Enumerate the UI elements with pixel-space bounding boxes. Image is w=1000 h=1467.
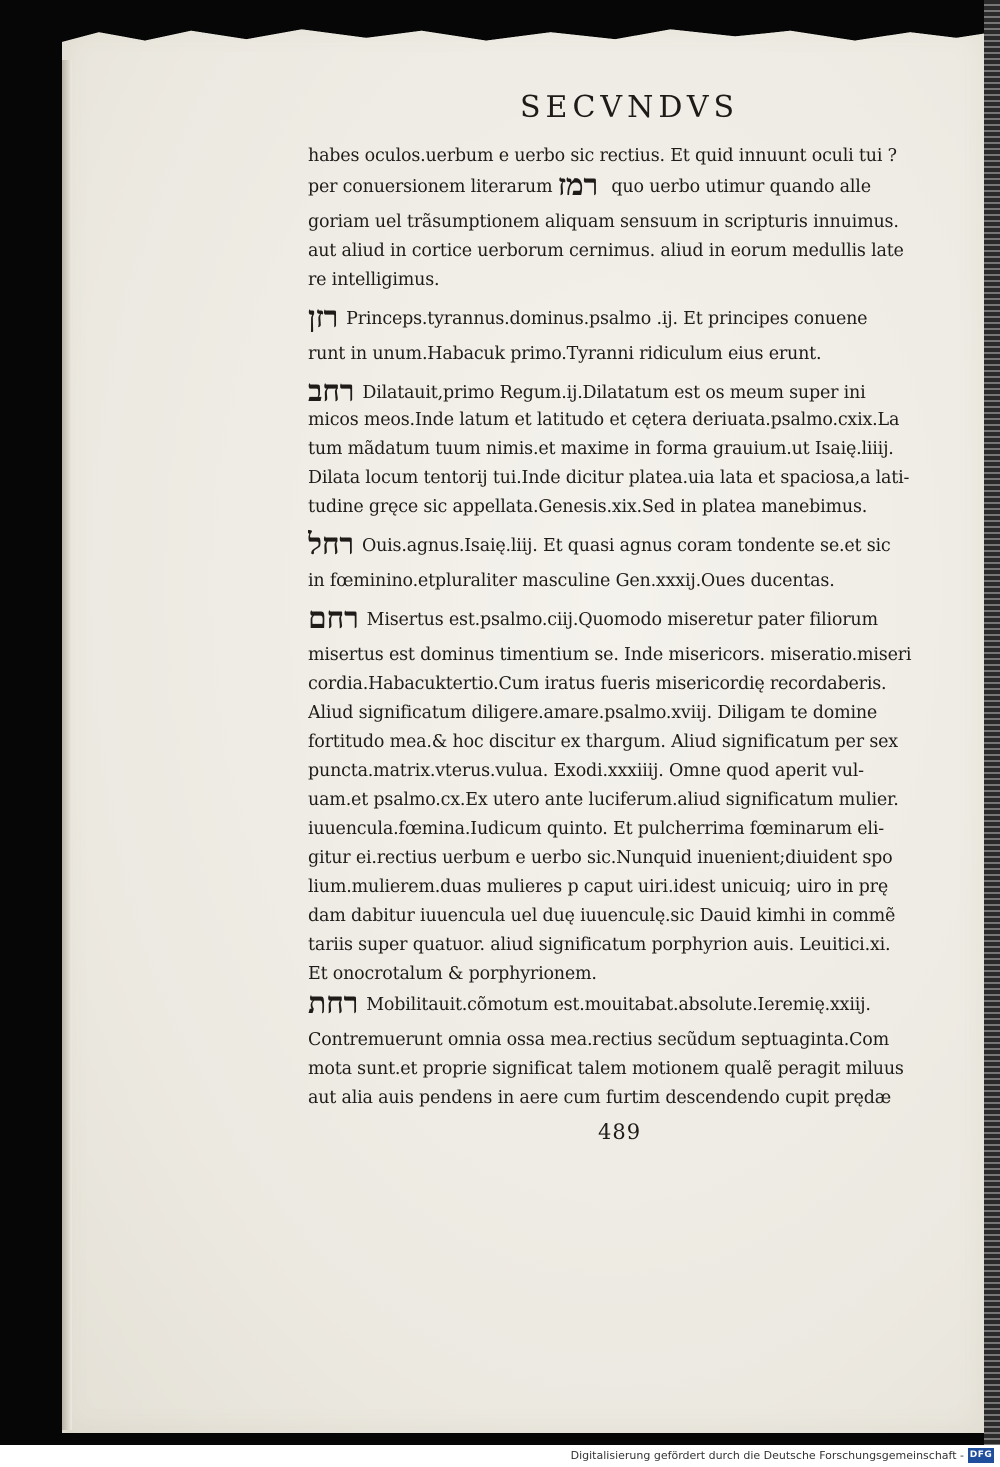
footer-bar [0, 1445, 1000, 1467]
text-line [308, 266, 938, 295]
line-text: fortitudo mea.& hoc discitur ex thargum. Aliud significatum per sex [308, 732, 898, 752]
text-line [308, 670, 938, 699]
line-text: Ouis.agnus.Isaię.liij. Et quasi agnus coram tondente se.et sic [361, 536, 891, 556]
text-line [308, 1026, 938, 1055]
line-text: habes oculos.uerbum e uerbo sic rectius. Et quid innuunt oculi tui ? [308, 146, 897, 166]
text-line [308, 1084, 938, 1113]
line-text: iuuencula.fœmina.Iudicum quinto. Et pulcherrima fœminarum eli- [308, 819, 884, 839]
line-text: mota sunt.et proprie significat talem motionem qualẽ peragit miluus [308, 1059, 904, 1079]
text-line [308, 567, 938, 596]
entry-line [308, 171, 938, 200]
page-gutter-shadow [62, 60, 72, 1430]
entry-line [308, 377, 938, 406]
text-block [308, 142, 938, 1113]
entry-line [308, 604, 938, 633]
line-text: Et onocrotalum & porphyrionem. [308, 964, 597, 984]
text-line [308, 960, 938, 989]
entry-line [308, 989, 938, 1018]
line-text: in fœminino.etpluraliter masculine Gen.xxxij.Oues ducentas. [308, 571, 835, 591]
text-line [308, 699, 938, 728]
line-text: per conuersionem literarum [308, 177, 558, 197]
text-line [308, 873, 938, 902]
text-line [308, 1055, 938, 1084]
entry-line [308, 303, 938, 332]
text-line [308, 237, 938, 266]
text-line [308, 406, 938, 435]
line-text: aut alia auis pendens in aere cum furtim descendendo cupit prędæ [308, 1088, 891, 1108]
hebrew-headword: רמז [557, 171, 599, 200]
line-text: dam dabitur iuuencula uel duę iuuenculę.sic Dauid kimhi in commẽ [308, 906, 896, 926]
text-line [308, 815, 938, 844]
page-number: 489 [598, 1120, 642, 1144]
line-text: Mobilitauit.cõmotum est.mouitabat.absolute.Ieremię.xxiij. [366, 995, 871, 1015]
line-text: micos meos.Inde latum et latitudo et cętera deriuata.psalmo.cxix.La [308, 410, 900, 430]
text-line [308, 757, 938, 786]
text-line [308, 493, 938, 522]
line-text: cordia.Habacuktertio.Cum iratus fueris misericordię recordaberis. [308, 674, 887, 694]
line-text: Misertus est.psalmo.ciij.Quomodo miseretur pater filiorum [366, 610, 878, 630]
text-line [308, 641, 938, 670]
line-text: re intelligimus. [308, 270, 440, 290]
line-text: runt in unum.Habacuk primo.Tyranni ridiculum eius erunt. [308, 344, 822, 364]
line-text: tudine gręce sic appellata.Genesis.xix.Sed in platea manebimus. [308, 497, 868, 517]
line-text: aut aliud in cortice uerborum cernimus. aliud in eorum medullis late [308, 241, 904, 261]
line-text: goriam uel trãsumptionem aliquam sensuum in scripturis innuimus. [308, 212, 899, 232]
hebrew-headword: רזן [308, 303, 339, 332]
line-text: Dilata locum tentorij tui.Inde dicitur platea.uia lata et spaciosa,a lati- [308, 468, 910, 488]
footer-credit: Digitalisierung gefördert durch die Deutsche Forschungsgemeinschaft - [570, 1449, 964, 1462]
dfg-logo-icon: DFG [968, 1448, 994, 1463]
line-text: quo uerbo utimur quando alle [606, 177, 871, 197]
entry-line [308, 530, 938, 559]
line-text: Princeps.tyrannus.dominus.psalmo .ij. Et principes conuene [346, 309, 868, 329]
line-text: Aliud significatum diligere.amare.psalmo.xviij. Diligam te domine [308, 703, 878, 723]
text-line [308, 435, 938, 464]
text-line [308, 931, 938, 960]
line-text: tariis super quatuor. aliud significatum porphyrion auis. Leuitici.xi. [308, 935, 891, 955]
text-line [308, 844, 938, 873]
line-text: Contremuerunt omnia ossa mea.rectius secũdum septuaginta.Com [308, 1030, 890, 1050]
line-text: lium.mulierem.duas mulieres p caput uiri.idest unicuiq; uiro in prę [308, 877, 888, 897]
line-text: gitur ei.rectius uerbum e uerbo sic.Nunquid inuenient;diuident spo [308, 848, 893, 868]
text-line [308, 464, 938, 493]
text-line [308, 786, 938, 815]
running-head: SECVNDVS [520, 90, 740, 125]
hebrew-headword: רחל [308, 530, 354, 559]
line-text: puncta.matrix.vterus.vulua. Exodi.xxxiiij. Omne quod aperit vul- [308, 761, 864, 781]
hebrew-headword: רחת [308, 989, 359, 1018]
text-line [308, 142, 938, 171]
color-ruler-strip [984, 0, 1000, 1445]
text-line [308, 340, 938, 369]
hebrew-headword: רחב [308, 377, 355, 406]
line-text: Dilatauit,primo Regum.ij.Dilatatum est os meum super ini [362, 383, 866, 403]
hebrew-headword: רחם [308, 604, 359, 633]
text-line [308, 728, 938, 757]
line-text: misertus est dominus timentium se. Inde misericors. miseratio.miseri [308, 645, 912, 665]
text-line [308, 208, 938, 237]
text-line [308, 902, 938, 931]
line-text: uam.et psalmo.cx.Ex utero ante luciferum.aliud significatum mulier. [308, 790, 899, 810]
line-text: tum mãdatum tuum nimis.et maxime in forma grauium.ut Isaię.liiij. [308, 439, 894, 459]
